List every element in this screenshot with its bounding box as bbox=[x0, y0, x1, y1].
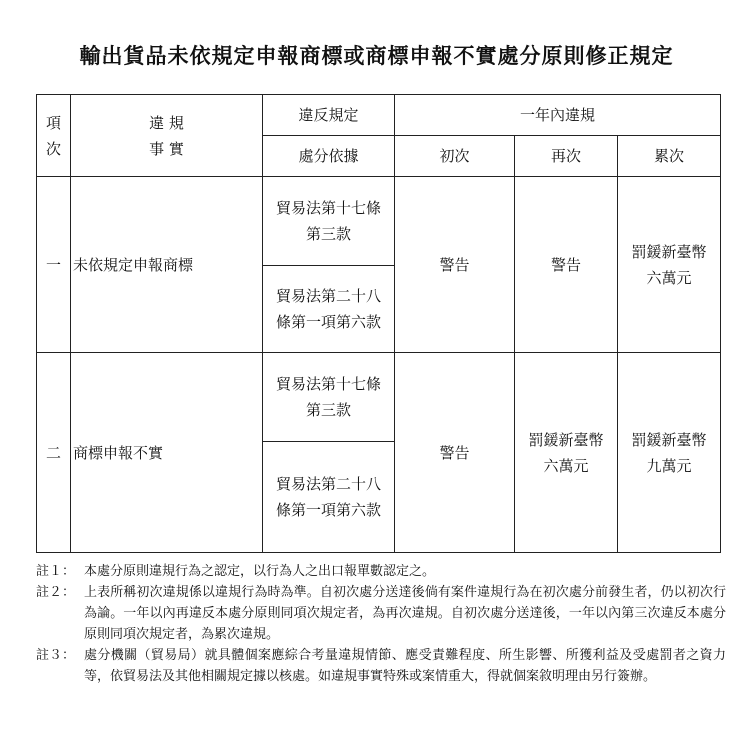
penalty-line: 九萬元 bbox=[646, 456, 692, 475]
row-cumulative bbox=[618, 353, 721, 553]
rule-line: 貿易法第十七條 bbox=[275, 375, 381, 393]
footnote bbox=[36, 561, 726, 582]
header-basis: 處分依據 bbox=[263, 136, 395, 177]
row-rule bbox=[263, 266, 395, 353]
row-no: 一 bbox=[37, 177, 71, 353]
row-violation: 商標申報不實 bbox=[71, 353, 263, 553]
penalty-line: 罰鍰新臺幣 bbox=[528, 430, 604, 449]
header-cumulative: 累次 bbox=[618, 136, 721, 177]
header-violation-facts-top: 違 規 bbox=[149, 113, 184, 132]
rule-line: 條第一項第六款 bbox=[275, 313, 381, 331]
footnote-label: 註１： bbox=[36, 564, 76, 579]
footnote-text: 處分機關（貿易局）就具體個案應綜合考量違規情節、應受責難程度、所生影響、所獲利益及受處罰者之資力等，依貿易法及其他相關規定據以核處。如違規事實特殊或案情重大，得就個案敘明理由另行簽辦。 bbox=[84, 648, 726, 684]
row-no: 二 bbox=[37, 353, 71, 553]
rule-line: 第三款 bbox=[305, 225, 351, 243]
header-item-no-bottom: 次 bbox=[45, 139, 61, 158]
header-first: 初次 bbox=[395, 136, 515, 177]
header-second: 再次 bbox=[515, 136, 618, 177]
row-rule bbox=[263, 353, 395, 442]
footnotes bbox=[36, 561, 726, 687]
footnote-label: 註３： bbox=[36, 648, 76, 663]
rule-line: 貿易法第二十八 bbox=[275, 287, 381, 305]
rule-line: 貿易法第二十八 bbox=[275, 475, 381, 493]
rule-line: 第三款 bbox=[305, 401, 351, 419]
penalty-line: 六萬元 bbox=[646, 268, 692, 287]
rule-line: 條第一項第六款 bbox=[275, 501, 381, 519]
row-first bbox=[395, 177, 515, 353]
footnote bbox=[36, 645, 726, 687]
header-violation-facts-bottom: 事 實 bbox=[149, 139, 184, 158]
penalty-line: 警告 bbox=[439, 255, 470, 274]
row-cumulative bbox=[618, 177, 721, 353]
row-second bbox=[515, 353, 618, 553]
header-violation-facts bbox=[71, 95, 263, 177]
header-within-year: 一年內違規 bbox=[395, 95, 721, 136]
header-row-1 bbox=[37, 95, 721, 136]
footnote-label: 註２： bbox=[36, 585, 76, 600]
table-row bbox=[37, 177, 721, 266]
penalty-line: 警告 bbox=[439, 443, 470, 462]
penalty-table bbox=[36, 94, 721, 553]
rule-line: 貿易法第十七條 bbox=[275, 199, 381, 217]
row-rule bbox=[263, 442, 395, 553]
penalty-line: 警告 bbox=[550, 255, 581, 274]
penalty-line: 罰鍰新臺幣 bbox=[631, 242, 707, 261]
footnote-text: 本處分原則違規行為之認定，以行為人之出口報單數認定之。 bbox=[84, 564, 436, 579]
document-title: 輸出貨品未依規定申報商標或商標申報不實處分原則修正規定 bbox=[79, 44, 674, 68]
header-rule: 違反規定 bbox=[263, 95, 395, 136]
penalty-line: 六萬元 bbox=[543, 456, 589, 475]
row-second bbox=[515, 177, 618, 353]
footnote bbox=[36, 582, 726, 645]
header-item-no bbox=[37, 95, 71, 177]
footnote-text: 上表所稱初次違規係以違規行為時為準。自初次處分送達後倘有案件違規行為在初次處分前發生者，仍以初次行為論。一年以內再違反本處分原則同項次規定者，為再次違規。自初次處分送達後，一年以內第三次違反本處分原則同項次規定者，為累次違規。 bbox=[84, 585, 726, 642]
penalty-line: 罰鍰新臺幣 bbox=[631, 430, 707, 449]
table-row bbox=[37, 353, 721, 442]
row-first bbox=[395, 353, 515, 553]
row-rule bbox=[263, 177, 395, 266]
row-violation: 未依規定申報商標 bbox=[71, 177, 263, 353]
header-item-no-top: 項 bbox=[45, 113, 61, 132]
